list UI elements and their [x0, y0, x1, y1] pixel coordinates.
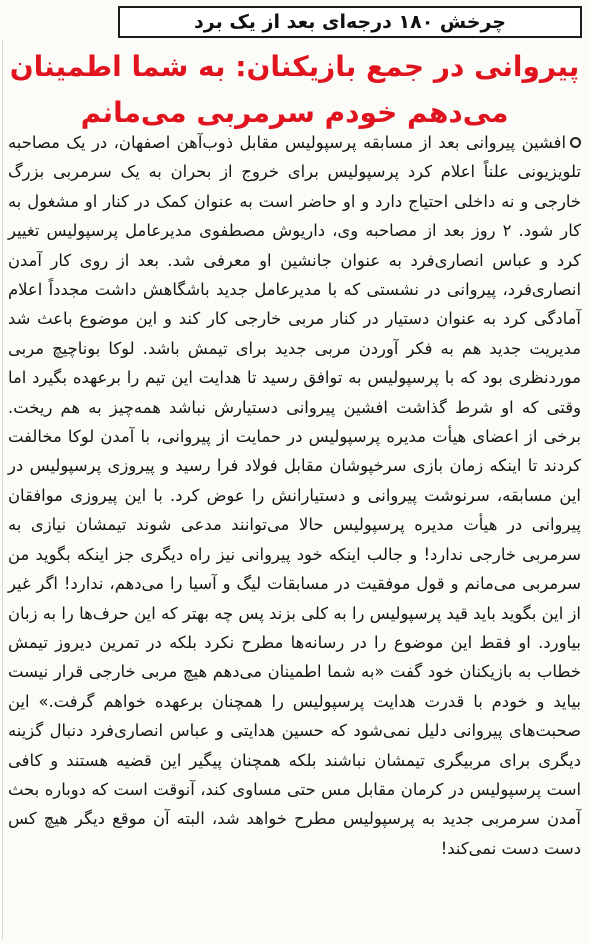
article-body [8, 128, 581, 863]
column-divider [2, 40, 3, 940]
kicker-box [118, 6, 582, 38]
circle-bullet-icon [570, 137, 581, 148]
kicker-text: چرخش ۱۸۰ درجه‌ای بعد از یک برد [194, 10, 506, 33]
article-body-text: افشین پیروانی بعد از مسابقه پرسپولیس مقابل ذوب‌آهن اصفهان، در یک مصاحبه تلویزیونی علناً اعلام کرد پرسپولیس برای خروج از بحران به یک سرمربی بزرگ خارجی و نه داخلی احتیاج دارد و او حاضر است به عنوان کمک در کنار او مشغول به کار شود. ۲ روز بعد از مصاحبه وی، داریوش مصطفوی مدیرعامل پرسپولیس تغییر کرد و عباس انصاری‌فرد به عنوان جانشین او معرفی شد. بعد از روی کار آمدن انصاری‌فرد، پیروانی در نشستی که با مدیرعامل جدید باشگاهش داشت مجدداً اعلام آمادگی کرد به عنوان دستیار در کنار مربی خارجی کار کند و این موضوع باعث شد مدیریت جدید هم به فکر آوردن مربی جدید برای تیمش باشد. لوکا بوناچیچ مربی موردنظری بود که با پرسپولیس به توافق رسید تا هدایت این تیم را برعهده بگیرد اما وقتی که او شرط گذاشت افشین پیروانی دستیارش نباشد همه‌چیز به هم ریخت. برخی از اعضای هیأت مدیره پرسپولیس در حمایت از پیروانی، با آمدن لوکا مخالفت کردند تا اینکه زمان بازی سرخپوشان مقابل فولاد فرا رسید و پیروزی پرسپولیس در این مسابقه، سرنوشت پیروانی و دستیارانش را عوض کرد. با این پیروزی موافقان پیروانی در هیأت مدیره پرسپولیس حالا می‌توانند مدعی شوند تیمشان نیازی به سرمربی خارجی ندارد! و جالب اینکه خود پیروانی نیز راه دیگری جز اینکه بگوید من سرمربی می‌مانم و قول موفقیت در مسابقات لیگ و آسیا را می‌دهم، ندارد! اگر غیر از این بگوید باید قید پرسپولیس را به کلی بزند پس چه بهتر که این حرف‌ها را به زبان بیاورد. او فقط این موضوع را در رسانه‌ها مطرح نکرد بلکه در تمرین دیروز تیمش خطاب به بازیکنان خود گفت «به شما اطمینان می‌دهم هیچ مربی خارجی قرار نیست بیاید و خودم با قدرت هدایت پرسپولیس را همچنان برعهده خواهم گرفت.» این صحبت‌های پیروانی دلیل نمی‌شود که حسین هدایتی و عباس انصاری‌فرد دنبال گزینه دیگری برای مربیگری تیمشان نباشند بلکه همچنان پیگیر این قضیه هستند و کافی است پرسپولیس در کرمان مقابل مس حتی مساوی کند، آنوقت است که دوباره بحث آمدن سرمربی جدید به پرسپولیس مطرح خواهد شد، البته آن موقع دیگر هیچ کس دست دست نمی‌کند! [8, 133, 581, 858]
headline: پیروانی در جمع بازیکنان: به شما اطمینان می‌دهم خودم سرمربی می‌مانم [9, 50, 580, 129]
